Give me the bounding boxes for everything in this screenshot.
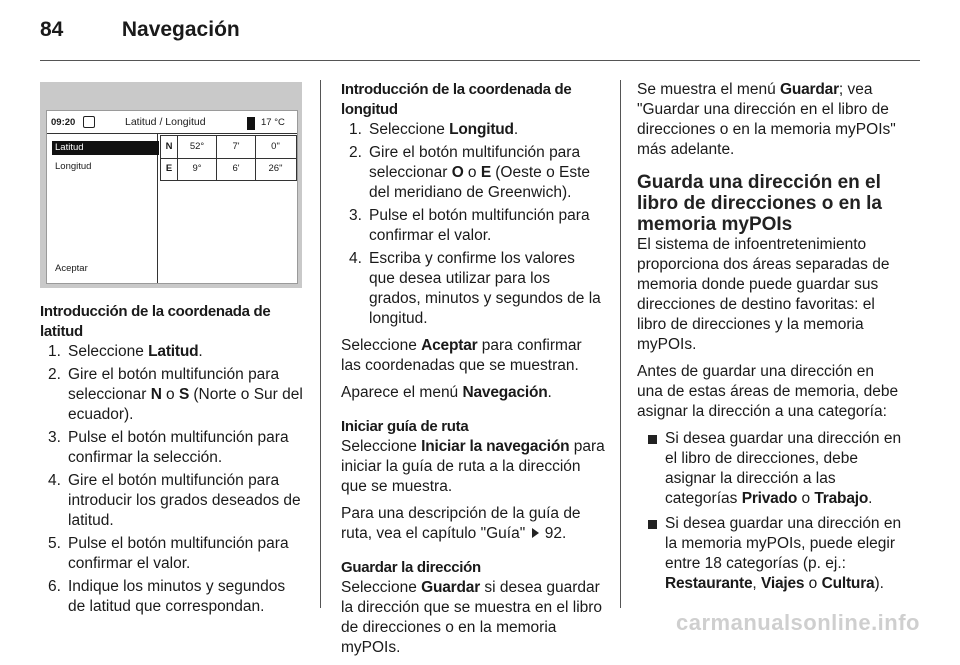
- column-divider: [620, 80, 621, 608]
- page-reference-icon: [532, 528, 539, 538]
- watermark: carmanualsonline.info: [676, 610, 920, 635]
- display-panel: [46, 110, 298, 284]
- display-screenshot: [40, 82, 302, 288]
- bullet-icon: [648, 520, 657, 529]
- latitude-steps: [40, 342, 306, 617]
- list-item: 3. Pulse el botón multifunción para confirmar el valor.: [349, 207, 590, 244]
- list-item: 5. Pulse el botón multifunción para confirmar el valor.: [48, 535, 289, 572]
- menu-item-longitud[interactable]: Longitud: [55, 161, 92, 172]
- column-2: [341, 80, 605, 665]
- menu-item-latitud[interactable]: Latitud: [52, 141, 159, 155]
- divider: [157, 133, 158, 283]
- menu-item-aceptar[interactable]: Aceptar: [55, 263, 88, 274]
- latitude-heading: Introducción de la coordenada de latitud: [40, 303, 271, 340]
- paragraph: Seleccione Aceptar para confirmar las coordenadas que se muestran.: [341, 337, 582, 374]
- paragraph: Para una descripción de la guía de ruta, vea el capítulo "Guía" 92.: [341, 505, 581, 542]
- paragraph: Seleccione Guardar si desea guardar la dirección que se muestra en el libro de direcciones o en la memoria myPOIs.: [341, 579, 603, 656]
- list-item: Si desea guardar una dirección en el libro de direcciones, debe asignar la dirección a las categorías Privado o Trabajo.: [637, 429, 903, 509]
- section-heading: Guarda una dirección en el libro de direcciones o en la memoria myPOIs: [637, 172, 882, 235]
- grid-cell: E: [161, 158, 178, 180]
- screen-title: Latitud / Longitud: [125, 116, 206, 128]
- clock: 09:20: [51, 117, 76, 128]
- page-header: [40, 18, 240, 42]
- status-bar: [47, 111, 297, 134]
- list-item: Si desea guardar una dirección en la memoria myPOIs, puede elegir entre 18 categorías (p. ej.: Restaurante, Viajes o Cultura).: [637, 514, 903, 594]
- grid-cell[interactable]: 0": [271, 141, 280, 152]
- grid-cell[interactable]: 26": [268, 163, 283, 174]
- header-rule: [40, 60, 920, 61]
- grid-cell: N: [161, 136, 178, 158]
- save-heading: Guardar la dirección: [341, 559, 481, 576]
- route-heading: Iniciar guía de ruta: [341, 418, 469, 435]
- list-item: 2. Gire el botón multifunción para seleccionar N o S (Norte o Sur del ecuador).: [48, 366, 303, 423]
- paragraph: El sistema de infoentretenimiento proporciona dos áreas separadas de memoria donde puede guardar sus direcciones de destino favoritas: el libro de direcciones y la memoria myPOIs.: [637, 236, 890, 353]
- back-icon: [83, 116, 95, 128]
- temperature: 17 °C: [261, 117, 285, 128]
- column-divider: [320, 80, 321, 608]
- column-3: [637, 80, 903, 599]
- paragraph: Seleccione Iniciar la navegación para iniciar la guía de ruta a la dirección que se muestra.: [341, 438, 605, 495]
- list-item: 1. Seleccione Longitud.: [349, 121, 519, 138]
- bullet-icon: [648, 435, 657, 444]
- phone-icon: [247, 117, 255, 130]
- paragraph: Antes de guardar una dirección en una de estas áreas de memoria, debe asignar la dirección a una categoría:: [637, 363, 899, 420]
- list-item: 4. Gire el botón multifunción para introducir los grados deseados de latitud.: [48, 472, 301, 529]
- grid-cell[interactable]: 9°: [178, 158, 217, 180]
- coordinate-grid: [160, 135, 297, 181]
- grid-cell[interactable]: 6': [217, 158, 256, 180]
- list-item: 3. Pulse el botón multifunción para confirmar la selección.: [48, 429, 289, 466]
- list-item: 1. Seleccione Latitud.: [48, 343, 203, 360]
- grid-cell[interactable]: 7': [217, 136, 256, 158]
- list-item: 4. Escriba y confirme los valores que desea utilizar para los grados, minutos y segundos de la longitud.: [349, 250, 601, 327]
- category-list: [637, 429, 903, 594]
- paragraph: Aparece el menú Navegación.: [341, 384, 552, 401]
- list-item: 2. Gire el botón multifunción para seleccionar O o E (Oeste o Este del meridiano de Greenwich).: [349, 144, 591, 201]
- paragraph: Se muestra el menú Guardar; vea "Guardar una dirección en el libro de direcciones o en la memoria myPOIs" más adelante.: [637, 81, 896, 158]
- grid-cell[interactable]: 52°: [178, 136, 217, 158]
- longitude-steps: [341, 120, 605, 329]
- section-title: Navegación: [121, 18, 240, 41]
- longitude-heading: Introducción de la coordenada de longitud: [341, 81, 572, 118]
- column-1: [40, 302, 306, 624]
- list-item: 6. Indique los minutos y segundos de latitud que correspondan.: [48, 578, 286, 615]
- page-number: 84: [40, 18, 64, 41]
